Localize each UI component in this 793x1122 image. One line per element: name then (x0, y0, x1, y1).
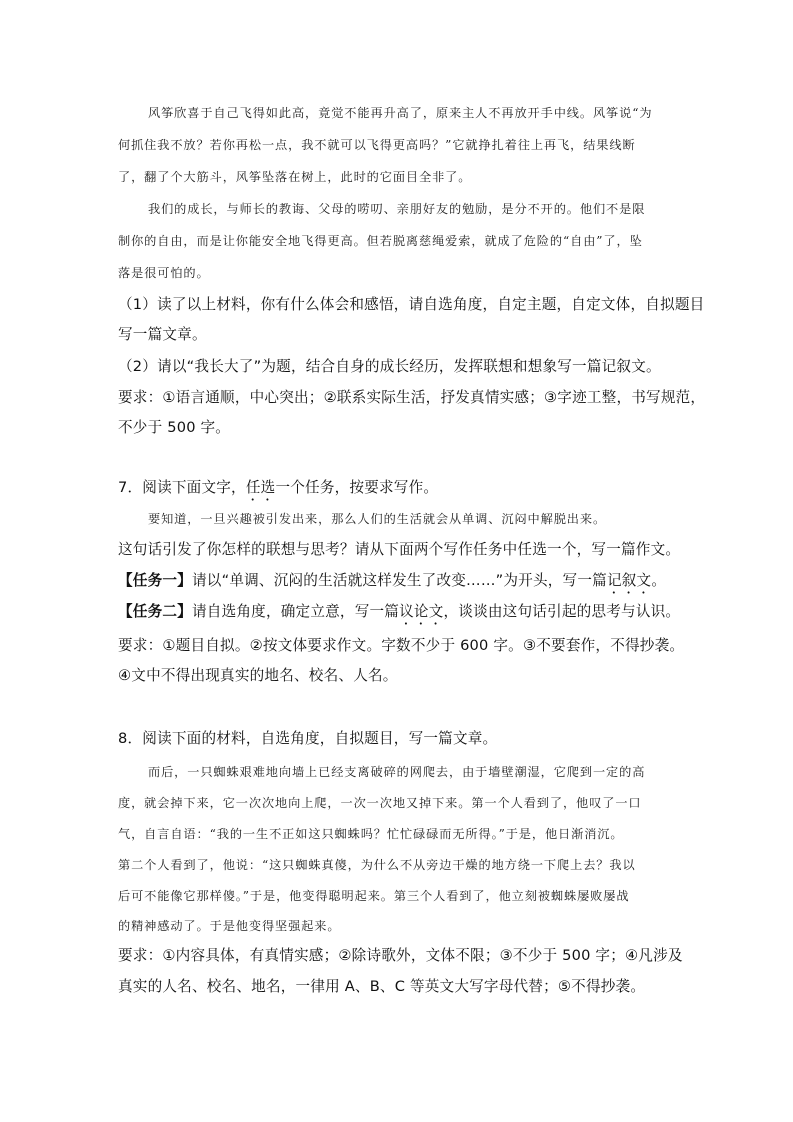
task6-option2: （2）请以“我长大了”为题，结合自身的成长经历，发挥联想和想象写一篇记叙文。 (118, 358, 661, 375)
story-p2-line-2: 制你的自由，而是让你能安全地飞得更高。但若脱离慈绳爱索，就成了危险的“自由”了，坠 (118, 234, 643, 248)
question-7-prompt: 这句话引发了你怎样的联想与思考？请从下面两个写作任务中任选一个，写一篇作文。 (118, 541, 681, 558)
question-8-story-line-3: 气，自言自语：“我的一生不正如这只蜘蛛吗？忙忙碌碌而无所得。”于是，他日渐消沉。 (118, 827, 624, 841)
question-8-story-line-2: 度，就会掉下来，它一次次地向上爬，一次一次地又掉下来。第一个人看到了，他叹了一口 (118, 796, 642, 810)
task6-requirements-line-1: 要求：①语言通顺，中心突出；②联系实际生活，抒发真情实感；③字迹工整，书写规范， (118, 389, 706, 406)
question-8-story-line-5: 后可不能像它那样傻。”于是，他变得聪明起来。第三个人看到了，他立刻被蜘蛛屡败屡战 (118, 889, 630, 903)
question-8-story-line-1: 而后，一只蜘蛛艰难地向墙上已经支离破碎的网爬去，由于墙壁潮湿，它爬到一定的高 (148, 765, 646, 779)
question-7-quote: 要知道，一旦兴趣被引发出来，那么人们的生活就会从单调、沉闷中解脱出来。 (148, 512, 607, 526)
story-p1-line-2: 何抓住我不放？若你再松一点，我不就可以飞得更高吗？”它就挣扎着往上再飞，结果线断 (118, 138, 636, 152)
story-p1-line-1: 风筝欣喜于自己飞得如此高，竟觉不能再升高了，原来主人不再放开手中线。风筝说“为 (148, 106, 653, 120)
question-7-requirements-line-2: ④文中不得出现真实的地名、校名、人名。 (118, 667, 398, 684)
task6-option1-line-2: 写一篇文章。 (118, 326, 207, 343)
task6-requirements-line-2: 不少于 500 字。 (118, 419, 231, 436)
question-8-title: 8．阅读下面的材料，自选角度，自拟题目，写一篇文章。 (118, 730, 498, 747)
task6-option1-line-1: （1）读了以上材料，你有什么体会和感悟，请自选角度，自定主题，自定文体，自拟题目 (118, 296, 705, 313)
question-7-task-1: 【任务一】请以“单调、沉闷的生活就这样发生了改变……”为开头，写一篇记叙文。 (118, 572, 667, 589)
story-p2-line-1: 我们的成长，与师长的教诲、父母的唠叨、亲朋好友的勉励，是分不开的。他们不是限 (148, 202, 646, 216)
story-p1-line-3: 了，翻了个大筋斗，风筝坠落在树上，此时的它面目全非了。 (118, 170, 472, 184)
question-7-title: 7．阅读下面文字，任选一个任务，按要求写作。 (118, 479, 439, 496)
question-7-task-2: 【任务二】请自选角度，确定立意，写一篇议论文，谈谈由这句话引起的思考与认识。 (118, 603, 681, 620)
question-8-story-line-4: 第二个人看到了，他说：“这只蜘蛛真傻，为什么不从旁边干燥的地方绕一下爬上去？我以 (118, 858, 636, 872)
question-8-requirements-line-2: 真实的人名、校名、地名，一律用 A、B、C 等英文大写字母代替；⑤不得抄袭。 (118, 978, 646, 995)
question-8-story-line-6: 的精神感动了。于是他变得坚强起来。 (118, 919, 341, 933)
story-p2-line-3: 落是很可怕的。 (118, 266, 210, 280)
question-8-requirements-line-1: 要求：①内容具体，有真情实感；②除诗歌外，文体不限；③不少于 500 字；④凡涉及 (118, 947, 683, 964)
question-7-requirements-line-1: 要求：①题目自拟。②按文体要求作文。字数不少于 600 字。③不要套作，不得抄袭。 (118, 637, 685, 654)
